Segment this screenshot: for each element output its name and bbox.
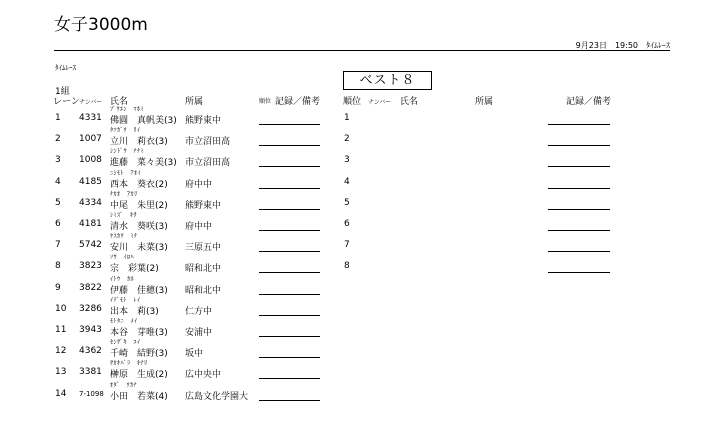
best8-record-line	[548, 145, 610, 146]
entry-kana: ｾﾝｻﾞｷ ﾕｲ	[110, 339, 141, 347]
entry-affiliation: 熊野東中	[185, 200, 222, 211]
record-line	[259, 188, 320, 189]
best8-rank: 3	[344, 155, 350, 166]
entry-number: 3381	[79, 367, 102, 378]
entry-lane: 4	[55, 176, 61, 187]
best8-header-affiliation: 所属	[475, 97, 494, 107]
entry-kana: ｼﾝﾄﾞｳ ﾅﾅﾐ	[110, 148, 145, 156]
entry-kana: ﾀﾂｶﾞﾜ ﾘｲ	[110, 127, 141, 135]
entry-affiliation: 熊野東中	[185, 116, 222, 126]
best8-header-name: 氏名	[400, 97, 419, 107]
entry-lane: 9	[55, 282, 61, 293]
entry-name: 佛圓 真帆美(3)	[110, 116, 177, 126]
entry-number: 4362	[79, 346, 102, 357]
entry-name: 中尾 朱里(2)	[110, 200, 168, 211]
header-record: 記録／備考	[275, 97, 321, 107]
entry-kana: ｵﾀﾞ ﾜｶﾅ	[110, 381, 138, 389]
entry-affiliation: 昭和北中	[185, 285, 222, 296]
entry-affiliation: 府中中	[185, 222, 213, 232]
best8-record-line	[548, 188, 610, 189]
date-time-label: 9月23日 19:50 ﾀｲﾑﾚｰｽ	[575, 41, 670, 50]
best8-record-line	[548, 209, 610, 210]
entry-number: 3823	[79, 261, 102, 272]
record-line	[259, 230, 320, 231]
entry-lane: 2	[55, 134, 61, 145]
best8-rank: 4	[344, 176, 350, 187]
record-line	[259, 378, 320, 379]
record-line	[259, 145, 320, 146]
entry-lane: 6	[55, 219, 61, 229]
entry-name: 宗 彩葉(2)	[110, 264, 159, 275]
best8-rank: 8	[344, 261, 350, 272]
entry-kana: ﾓﾄﾀﾆ ﾒｲ	[110, 318, 138, 325]
best8-header-rank: 順位	[343, 97, 362, 107]
entry-affiliation: 坂中	[185, 349, 204, 360]
entry-number: 1007	[79, 134, 102, 145]
entry-lane: 1	[55, 113, 61, 123]
entry-name: 伊藤 佳穂(3)	[110, 285, 168, 296]
entry-number: 4334	[79, 197, 102, 208]
entry-name: 本谷 芽唯(3)	[110, 328, 168, 338]
entry-number: 7-1098	[79, 389, 104, 398]
entry-affiliation: 広島文化学園大	[185, 391, 249, 402]
entry-kana: ｻｶｷﾊﾞﾗ ｷﾅﾘ	[110, 360, 148, 368]
record-line	[259, 357, 320, 358]
entry-kana: ﾔｽｶﾜ ﾐﾅ	[110, 233, 138, 241]
entry-lane: 7	[55, 240, 61, 251]
best8-record-line	[548, 251, 610, 252]
entry-kana: ｲﾃﾞﾓﾄ ﾚｲ	[110, 296, 141, 304]
best8-rank: 2	[344, 134, 350, 145]
best8-rank: 5	[344, 197, 350, 208]
entry-affiliation: 三原五中	[185, 243, 222, 254]
record-line	[259, 315, 320, 316]
entry-name: 進藤 菜々美(3)	[110, 158, 177, 169]
group-label: 1組	[55, 87, 70, 97]
record-line	[259, 272, 320, 273]
entry-lane: 12	[55, 346, 67, 357]
header-rank: 順位	[259, 98, 272, 105]
page-title: 女子3000m	[54, 15, 148, 35]
header-name: 氏名	[110, 97, 129, 107]
record-line	[259, 336, 320, 337]
header-divider	[54, 50, 670, 51]
record-line	[259, 400, 320, 401]
entry-number: 3286	[79, 303, 102, 314]
record-line	[259, 209, 320, 210]
entry-kana: ﾌﾞｳｴﾝ ﾏﾎﾐ	[110, 106, 145, 113]
best8-record-line	[548, 230, 610, 231]
header-number: ナンバー	[79, 99, 103, 106]
entry-affiliation: 市立沼田高	[185, 158, 231, 169]
entry-kana: ﾆｼﾓﾄ ｱｵｲ	[110, 169, 142, 177]
entry-affiliation: 広中央中	[185, 370, 222, 381]
best8-record-line	[548, 272, 610, 273]
record-line	[259, 294, 320, 295]
record-line	[259, 251, 320, 252]
entry-affiliation: 仁方中	[185, 306, 213, 317]
best8-header-number: ナンバー	[368, 99, 392, 106]
entry-kana: ﾅｶｵ ｱｶﾘ	[110, 190, 138, 198]
entry-name: 出本 莉(3)	[110, 306, 159, 317]
entry-kana: ｿｳ ｲﾛﾊ	[110, 254, 135, 262]
best8-record-line	[548, 166, 610, 167]
entry-number: 3943	[79, 325, 102, 335]
best8-header-record: 記録／備考	[566, 97, 612, 107]
entry-name: 西本 葵衣(2)	[110, 179, 168, 190]
entry-lane: 3	[55, 155, 61, 166]
entry-lane: 5	[55, 197, 61, 208]
best8-rank: 6	[344, 219, 350, 229]
entry-name: 清水 葵咲(3)	[110, 222, 168, 232]
entry-name: 小田 若菜(4)	[110, 391, 168, 402]
entry-lane: 14	[55, 388, 67, 399]
entry-name: 榊原 生成(2)	[110, 370, 168, 381]
record-line	[259, 124, 320, 125]
entry-lane: 8	[55, 261, 61, 272]
entry-lane: 13	[55, 367, 67, 378]
header-affiliation: 所属	[185, 97, 204, 107]
entry-affiliation: 昭和北中	[185, 264, 222, 275]
best8-rank: 1	[344, 113, 350, 123]
record-line	[259, 166, 320, 167]
race-type-label: ﾀｲﾑﾚｰｽ	[55, 64, 76, 72]
entry-number: 4185	[79, 176, 102, 187]
entry-name: 千崎 結野(3)	[110, 349, 168, 360]
entry-kana: ｲﾄｳ ｶﾎ	[110, 275, 135, 283]
entry-affiliation: 府中中	[185, 179, 213, 190]
entry-kana: ｼﾐｽﾞ ｷｻ	[110, 212, 138, 219]
header-lane: レーン	[53, 97, 80, 107]
best8-title: ベスト８	[343, 71, 432, 90]
best8-record-line	[548, 124, 610, 125]
best8-rank: 7	[344, 240, 350, 251]
entry-lane: 10	[55, 303, 67, 314]
entry-number: 3822	[79, 282, 102, 293]
entry-name: 安川 未菜(3)	[110, 243, 168, 254]
entry-name: 立川 莉衣(3)	[110, 137, 168, 148]
entry-number: 4331	[79, 113, 102, 123]
entry-number: 4181	[79, 219, 102, 229]
entry-number: 1008	[79, 155, 102, 166]
entry-affiliation: 安浦中	[185, 328, 213, 338]
entry-lane: 11	[55, 325, 67, 335]
entry-number: 5742	[79, 240, 102, 251]
entry-affiliation: 市立沼田高	[185, 137, 231, 148]
